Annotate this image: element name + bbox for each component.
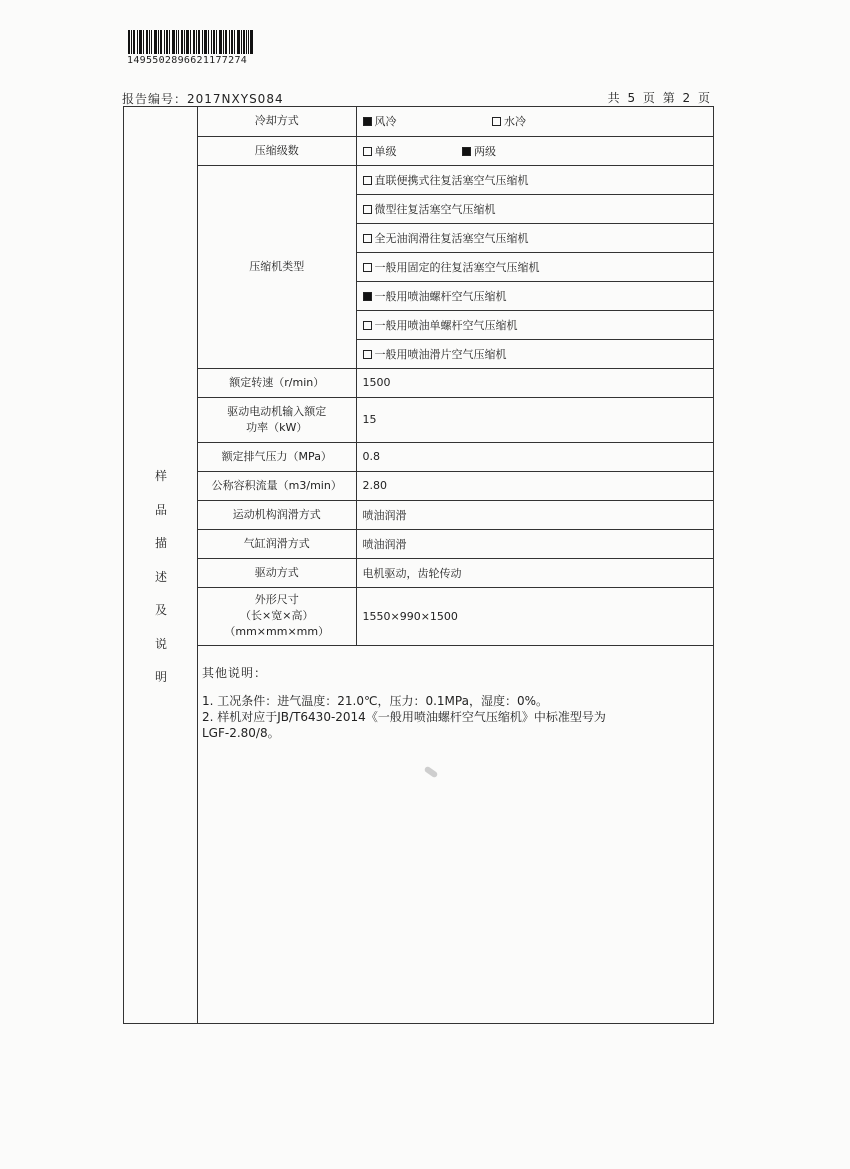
stages-label: 压缩级数 — [198, 136, 356, 165]
flow-label: 公称容积流量（m3/min） — [198, 471, 356, 500]
drive-value: 电机驱动，齿轮传动 — [356, 558, 713, 587]
motor-power-label-line: 驱动电动机输入额定 — [227, 404, 327, 418]
dimensions-label — [198, 587, 356, 645]
table-row — [198, 165, 713, 194]
table-row — [198, 529, 713, 558]
checkbox-empty-icon — [363, 234, 372, 243]
barcode-number: 1495502896621177274 — [127, 55, 248, 66]
checkbox-empty-icon — [492, 117, 501, 126]
compressor-type-option — [356, 339, 713, 368]
spec-table — [198, 107, 713, 646]
cooling-option-air: 风冷 — [374, 115, 397, 129]
table-row — [198, 368, 713, 397]
page-indicator: 共 5 页 第 2 页 — [607, 91, 712, 105]
section-side-label — [124, 107, 198, 1023]
compressor-type-option — [356, 281, 713, 310]
table-row — [198, 471, 713, 500]
dimensions-label-line: 外形尺寸 — [254, 593, 299, 606]
compressor-type-option — [356, 252, 713, 281]
option-text: 微型往复活塞空气压缩机 — [374, 202, 496, 216]
checkbox-checked-icon — [462, 147, 471, 156]
cooling-label: 冷却方式 — [198, 107, 356, 136]
side-label-char: 及 — [154, 603, 167, 617]
option-text: 一般用喷油滑片空气压缩机 — [374, 347, 507, 361]
side-label-char: 说 — [154, 636, 167, 651]
notes-heading: 其他说明： — [202, 666, 268, 680]
table-row — [198, 442, 713, 471]
option-text: 一般用固定的往复活塞空气压缩机 — [374, 260, 540, 274]
side-label-char: 明 — [154, 670, 167, 684]
checkbox-empty-icon — [363, 263, 372, 272]
option-text: 全无油润滑往复活塞空气压缩机 — [374, 231, 529, 245]
option-text: 一般用喷油螺杆空气压缩机 — [374, 289, 507, 303]
notes-line: 1. 工况条件：进气温度：21.0℃，压力：0.1MPa，湿度：0%。 — [202, 694, 548, 708]
checkbox-empty-icon — [363, 205, 372, 214]
side-label-char: 品 — [154, 502, 167, 517]
checkbox-empty-icon — [363, 147, 372, 156]
option-text: 一般用喷油单螺杆空气压缩机 — [374, 318, 518, 332]
checkbox-empty-icon — [363, 321, 372, 330]
compressor-type-option — [356, 165, 713, 194]
stages-option-single: 单级 — [374, 144, 397, 158]
flow-value: 2.80 — [356, 471, 713, 500]
table-row — [198, 136, 713, 165]
motor-power-label-line: 功率（kW） — [246, 420, 308, 434]
cooling-value — [356, 107, 713, 136]
compressor-type-option — [356, 194, 713, 223]
option-text: 直联便携式往复活塞空气压缩机 — [374, 173, 529, 187]
checkbox-empty-icon — [363, 350, 372, 359]
barcode-image — [128, 30, 253, 54]
pressure-value: 0.8 — [356, 442, 713, 471]
compressor-type-label: 压缩机类型 — [198, 165, 356, 368]
dimensions-value: 1550×990×1500 — [356, 587, 713, 645]
motor-power-value: 15 — [356, 397, 713, 442]
ink-smudge — [424, 766, 439, 779]
cylinder-lube-value: 喷油润滑 — [356, 529, 713, 558]
motion-lube-label: 运动机构润滑方式 — [198, 500, 356, 529]
table-row — [198, 558, 713, 587]
compressor-type-option — [356, 310, 713, 339]
speed-value: 1500 — [356, 368, 713, 397]
dimensions-label-line: （mm×mm×mm） — [224, 625, 330, 638]
table-row — [198, 107, 713, 136]
side-label-char: 述 — [154, 569, 167, 584]
table-row — [198, 500, 713, 529]
checkbox-checked-icon — [363, 292, 372, 301]
other-notes — [202, 665, 707, 741]
dimensions-label-line: （长×宽×高） — [240, 609, 314, 622]
notes-line: 2. 样机对应于JB/T6430-2014《一般用喷油螺杆空气压缩机》中标准型号为 — [202, 710, 606, 724]
motion-lube-value: 喷油润滑 — [356, 500, 713, 529]
stages-option-two: 两级 — [474, 144, 496, 158]
side-label-char: 描 — [154, 536, 167, 550]
speed-label: 额定转速（r/min） — [198, 368, 356, 397]
sample-description-frame — [123, 106, 714, 1024]
compressor-type-option — [356, 223, 713, 252]
motor-power-label — [198, 397, 356, 442]
checkbox-checked-icon — [363, 117, 372, 126]
table-row — [198, 587, 713, 645]
cooling-option-water: 水冷 — [504, 115, 526, 129]
notes-line: LGF-2.80/8。 — [202, 726, 280, 740]
report-number: 报告编号：2017NXYS084 — [122, 92, 284, 106]
side-label-char: 样 — [154, 469, 167, 483]
stages-value — [356, 136, 713, 165]
drive-label: 驱动方式 — [198, 558, 356, 587]
pressure-label: 额定排气压力（MPa） — [198, 442, 356, 471]
cylinder-lube-label: 气缸润滑方式 — [198, 529, 356, 558]
checkbox-empty-icon — [363, 176, 372, 185]
table-row — [198, 397, 713, 442]
